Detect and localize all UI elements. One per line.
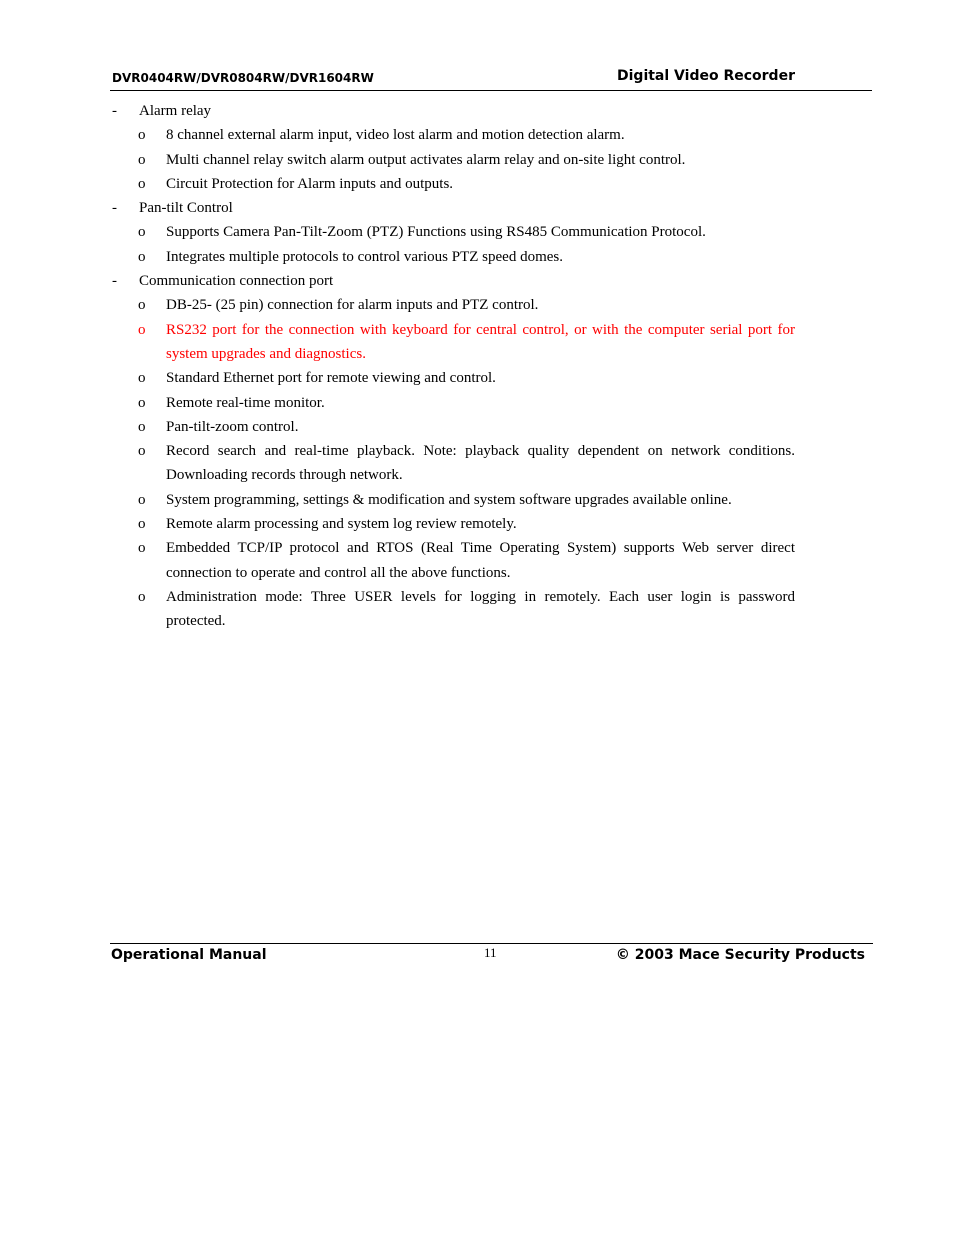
model-numbers: DVR0404RW/DVR0804RW/DVR1604RW bbox=[112, 71, 374, 85]
list-item bbox=[110, 512, 810, 536]
bullet: o bbox=[138, 516, 146, 533]
list-item-text: System programming, settings & modification and system software upgrades available online. bbox=[166, 491, 732, 508]
bullet: o bbox=[138, 491, 146, 508]
footer-manual-title: Operational Manual bbox=[111, 947, 267, 963]
page-number: 11 bbox=[484, 945, 497, 960]
list-item bbox=[110, 293, 810, 317]
section-title: Alarm relay bbox=[139, 103, 212, 119]
list-item-text: Embedded TCP/IP protocol and RTOS (Real Time Operating System) supports Web server direct connection to operate and control all the above functions. bbox=[166, 540, 795, 581]
bullet: o bbox=[138, 370, 146, 387]
page-footer bbox=[110, 943, 873, 968]
bullet: o bbox=[138, 248, 146, 265]
list-item bbox=[110, 123, 810, 147]
bullet: o bbox=[138, 588, 146, 605]
bullet: o bbox=[138, 321, 146, 338]
list-item bbox=[110, 488, 810, 512]
list-item bbox=[110, 439, 810, 488]
section-title: Pan-tilt Control bbox=[139, 200, 233, 217]
section-title: Communication connection port bbox=[139, 273, 334, 290]
list-item bbox=[110, 366, 810, 390]
pan-tilt-list bbox=[110, 220, 810, 269]
list-item-text: Record search and real-time playback. Note: playback quality dependent on network conditions. Downloading records through network. bbox=[166, 443, 795, 484]
bullet: o bbox=[138, 175, 146, 192]
footer-copyright: © 2003 Mace Security Products bbox=[615, 947, 865, 963]
communication-port-list bbox=[110, 293, 810, 633]
list-item-text: Multi channel relay switch alarm output activates alarm relay and on-site light control. bbox=[166, 151, 686, 168]
list-item bbox=[110, 415, 810, 439]
list-item-text: 8 channel external alarm input, video lost alarm and motion detection alarm. bbox=[166, 127, 625, 144]
section-dash: - bbox=[112, 273, 117, 290]
section-alarm-relay bbox=[110, 99, 810, 123]
list-item bbox=[110, 148, 810, 172]
section-dash: - bbox=[112, 200, 117, 217]
list-item-text: Administration mode: Three USER levels for logging in remotely. Each user login is password protected. bbox=[166, 588, 795, 630]
list-item-text: Remote real-time monitor. bbox=[166, 394, 325, 411]
list-item-text: Pan-tilt-zoom control. bbox=[166, 418, 299, 435]
bullet: o bbox=[138, 224, 146, 241]
list-item-text: Standard Ethernet port for remote viewing and control. bbox=[166, 370, 496, 387]
bullet: o bbox=[138, 127, 146, 144]
list-item-highlighted bbox=[110, 318, 810, 367]
document-body bbox=[110, 99, 810, 634]
bullet: o bbox=[138, 297, 146, 314]
bullet: o bbox=[138, 151, 146, 168]
list-item bbox=[110, 536, 810, 585]
bullet: o bbox=[138, 443, 146, 460]
bullet: o bbox=[138, 418, 146, 435]
list-item-text: Remote alarm processing and system log review remotely. bbox=[166, 516, 517, 533]
list-item bbox=[110, 220, 810, 244]
list-item-text: RS232 port for the connection with keyboard for central control, or with the computer serial port for system upgrades and diagnostics. bbox=[166, 321, 795, 362]
product-title: Digital Video Recorder bbox=[617, 68, 795, 84]
list-item bbox=[110, 391, 810, 415]
bullet: o bbox=[138, 394, 146, 411]
bullet: o bbox=[138, 540, 146, 557]
list-item-text: Circuit Protection for Alarm inputs and outputs. bbox=[166, 175, 454, 192]
section-pan-tilt-control bbox=[110, 196, 810, 220]
alarm-relay-list bbox=[110, 123, 810, 196]
list-item bbox=[110, 172, 810, 196]
section-dash: - bbox=[112, 103, 117, 119]
list-item bbox=[110, 585, 810, 634]
page-header bbox=[110, 66, 872, 91]
list-item-text: Integrates multiple protocols to control various PTZ speed domes. bbox=[166, 248, 564, 265]
section-communication-port bbox=[110, 269, 810, 293]
list-item-text: DB-25- (25 pin) connection for alarm inputs and PTZ control. bbox=[166, 297, 539, 314]
list-item-text: Supports Camera Pan-Tilt-Zoom (PTZ) Functions using RS485 Communication Protocol. bbox=[166, 224, 706, 241]
list-item bbox=[110, 245, 810, 269]
